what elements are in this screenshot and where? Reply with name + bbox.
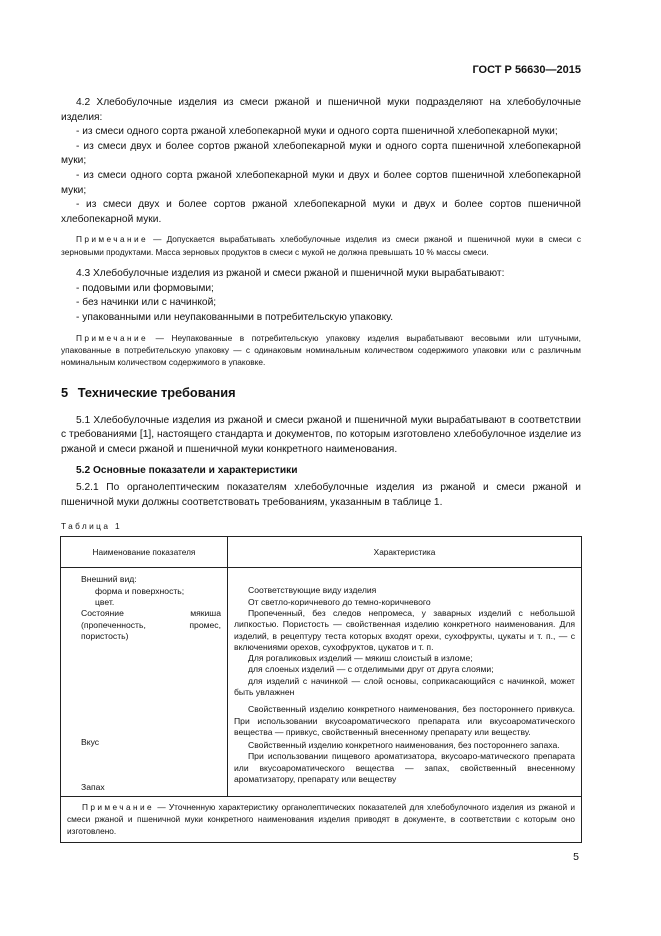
section-4-3-intro: 4.3 Хлебобулочные изделия из ржаной и смеси ржаной и пшеничной муки вырабатывают: <box>76 268 505 280</box>
note-text: — Уточненную характеристику органолептических показателей для хлебобулочного изделия из ржаной и смеси ржаной и пшеничной муки конкретного наименования изделия приводят в документе, в соответствии с которым оно изготовлено. <box>67 801 576 837</box>
column-header-indicator: Наименование показателя <box>61 537 228 568</box>
table-note-row <box>61 796 582 843</box>
list-item: - из смеси одного сорта ржаной хлебопекарной муки и двух и более сортов пшеничной хлебопекарной муки; <box>61 169 581 196</box>
smell-value-1: Свойственный изделию конкретного наименования, без постороннего запаха. <box>248 740 560 751</box>
characteristic-cell <box>228 568 582 796</box>
color-value: От светло-коричневого до темно-коричневого <box>248 596 431 607</box>
table-row <box>61 568 582 796</box>
roll-value: Для рогаликовых изделий — мякиш слоистый в изломе; <box>248 653 473 664</box>
note-text: — Неупакованные в потребительскую упаковку изделия вырабатывают весовыми или штучными, упакованные в потребительскую упаковку — с одинаковым номинальным количеством содержимого упаковки или с различным номинальным количеством содержимого в упаковке. <box>61 332 581 368</box>
filled-value: для изделий с начинкой — слой основы, соприкасающийся с начинкой, может быть увлажнен <box>234 675 575 697</box>
section-5-2-heading: 5.2 Основные показатели и характеристики <box>76 464 298 476</box>
form-label: форма и поверхность; <box>95 585 185 596</box>
list-item: - без начинки или с начинкой; <box>76 297 217 309</box>
list-item: - из смеси двух и более сортов ржаной хлебопекарной муки и двух и более сортов пшеничной хлебопекарной муки. <box>61 199 581 225</box>
list-item: - из смеси одного сорта ржаной хлебопекарной муки и одного сорта пшеничной хлебопекарной муки; <box>76 126 558 138</box>
section-number: 5 <box>61 384 69 400</box>
section-4-2-intro: 4.2 Хлебобулочные изделия из смеси ржаной и пшеничной муки подразделяют на хлебобулочные изделия: <box>61 97 581 123</box>
taste-value: Свойственный изделию конкретного наименования, без постороннего привкуса. При использовании вкусоароматического препарата или вкусоароматического вещества — привкус, свойственный внесенному препарату или веществу. <box>234 704 575 737</box>
section-title: Технические требования <box>77 384 236 400</box>
smell-label: Запах <box>81 782 105 793</box>
indicator-cell <box>61 568 228 796</box>
note-label: Примечание <box>76 332 149 343</box>
list-item: - из смеси двух и более сортов ржаной хлебопекарной муки и одного сорта пшеничной хлебопекарной муки; <box>61 140 581 167</box>
note-text: — Допускается вырабатывать хлебобулочные изделия из смеси ржаной и пшеничной муки в смеси с зерновыми продуктами. Масса зерновых продуктов в смеси с мукой не должна превышать 10 % массы смеси. <box>61 234 582 257</box>
section-4-3-note <box>61 332 581 369</box>
note-label: Примечание <box>82 801 155 812</box>
section-5-1: 5.1 Хлебобулочные изделия из ржаной и смеси ржаной и пшеничной муки вырабатывают в соответствии с требованиями [1], настоящего стандарта и документов, по которым изготовлено хлебобулочное изделие из ржаной и смеси ржаной и пшеничной муки конкретного наименования. <box>61 414 581 455</box>
table-note <box>61 797 581 843</box>
layered-value: для слоеных изделий — с отделимыми друг от друга слоями; <box>248 664 494 675</box>
crumb-label: Состояние мякиша (пропеченность, промес, пористость) <box>81 608 221 641</box>
list-item: - упакованными или неупакованными в потребительскую упаковку. <box>76 311 394 323</box>
section-4-2-note <box>61 233 581 258</box>
table-note-cell <box>61 796 582 843</box>
organoleptic-table <box>60 536 582 843</box>
note-label: Примечание <box>76 234 149 245</box>
table-header-row <box>61 537 582 568</box>
color-label: цвет. <box>95 596 115 607</box>
section-5-heading <box>61 385 581 400</box>
taste-label: Вкус <box>81 737 100 748</box>
column-header-characteristic: Характеристика <box>228 537 582 568</box>
section-5-2-1: 5.2.1 По органолептическим показателям хлебобулочные изделия из ржаной и смеси ржаной и пшеничной муки должны соответствовать требованиям, указанным в таблице 1. <box>61 482 581 508</box>
appearance-label: Внешний вид: <box>81 574 137 585</box>
document-body <box>61 96 581 843</box>
form-value: Соответствующие виду изделия <box>248 585 377 596</box>
list-item: - подовыми или формовыми; <box>76 282 214 294</box>
smell-value-2: При использовании пищевого ароматизатора, вкусоаро-матического препарата или вкусоароматического вещества — запах, свойственный внесенному ароматизатору, препарату или веществу <box>234 751 575 785</box>
crumb-value: Пропеченный, без следов непромеса, у заварных изделий с небольшой липкостью. Пористость — свойственная изделию конкретного наименования. Для изделий, в рецептуру теста которых входят орехи, сухофрукты, цукаты и т. п., — с включениями орехов, сухофруктов, цукатов и т. п. <box>234 607 575 652</box>
table-caption: Таблица 1 <box>61 521 123 532</box>
page-number: 5 <box>573 851 579 863</box>
document-code: ГОСТ Р 56630—2015 <box>472 64 581 76</box>
